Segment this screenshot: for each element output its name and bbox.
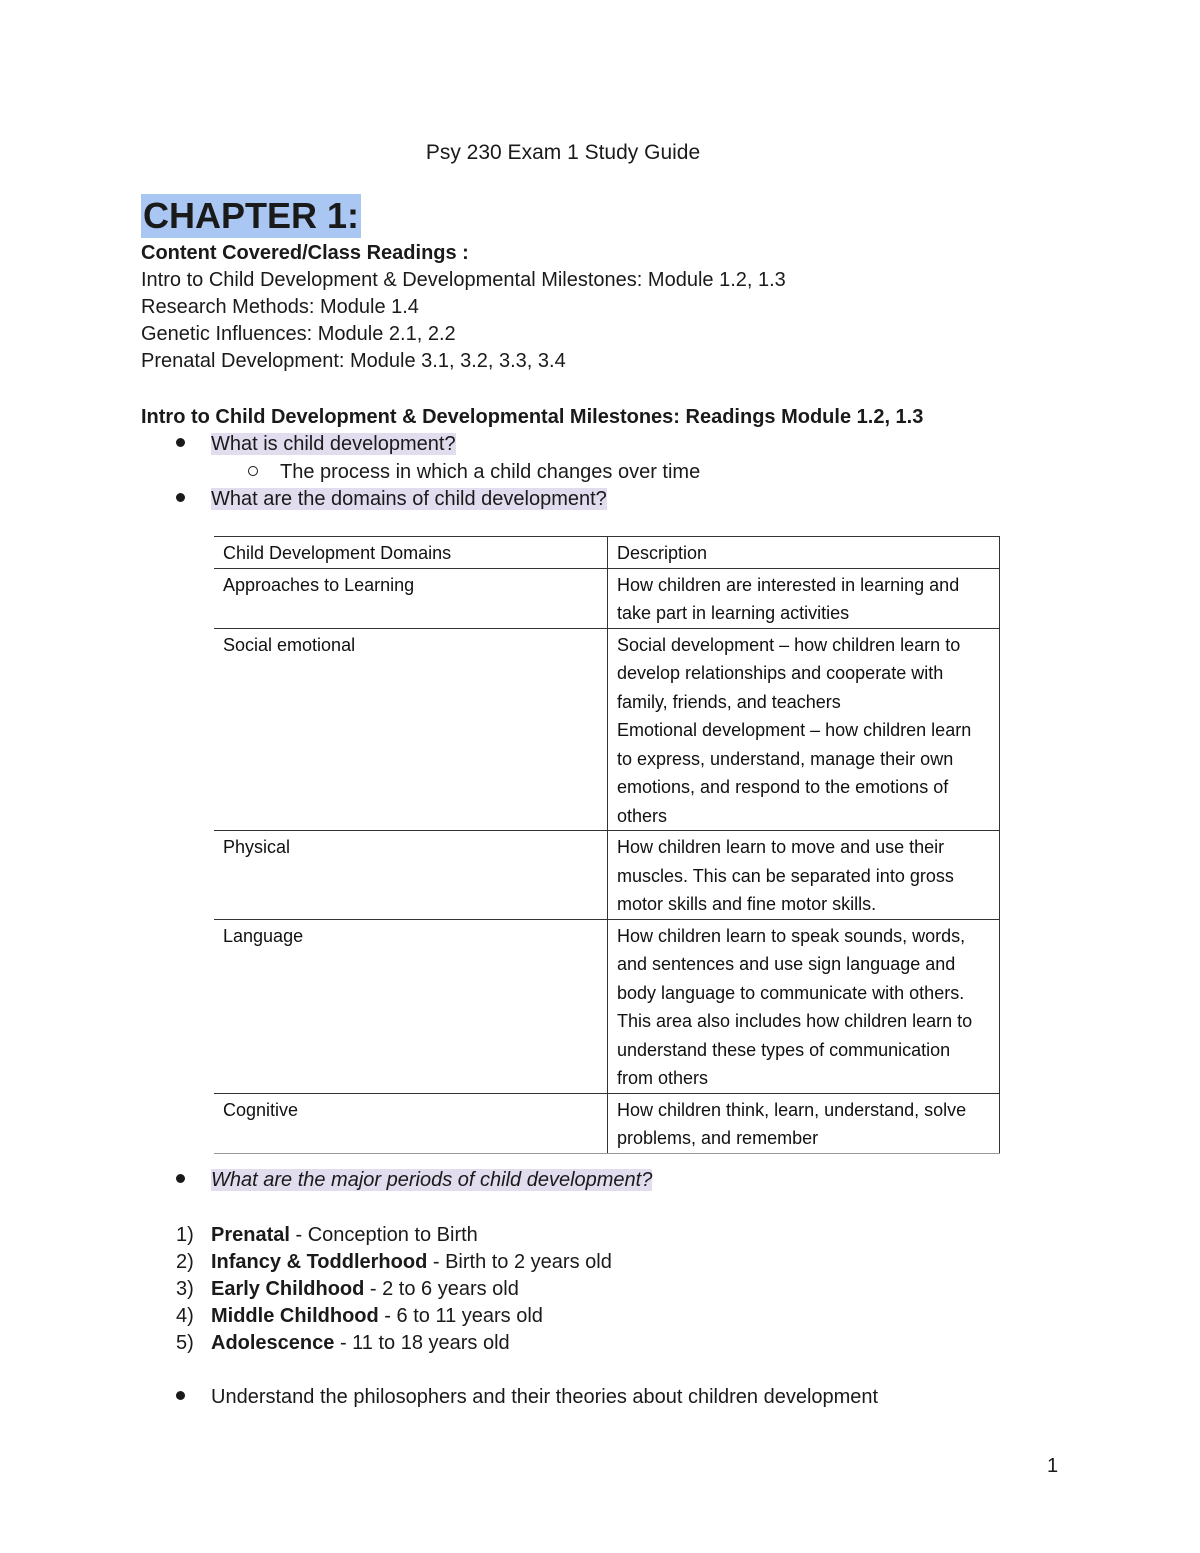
domain-cell: Language (214, 919, 608, 1093)
list-item: 4) Middle Childhood - 6 to 11 years old (176, 1305, 543, 1327)
description-cell: How children learn to speak sounds, words, and sentences and use sign language and body language to communicate with others. This area also includes how children learn to understand these types of communication from others (608, 919, 1000, 1093)
domain-cell: Approaches to Learning (214, 568, 608, 628)
list-item: 2) Infancy & Toddlerhood - Birth to 2 years old (176, 1251, 612, 1273)
question-text: What are the major periods of child development? (211, 1169, 653, 1191)
table-row (214, 831, 1000, 920)
table-row (214, 568, 1000, 628)
description-cell: How children think, learn, understand, solve problems, and remember (608, 1093, 1000, 1153)
chapter-heading: CHAPTER 1: (143, 195, 360, 236)
domain-cell: Social emotional (214, 628, 608, 831)
sub-bullet-answer (248, 459, 700, 486)
table-header-row (214, 537, 1000, 569)
content-covered (141, 240, 1101, 375)
question-text: What is child development? (211, 433, 456, 455)
bullet-question (176, 1167, 652, 1194)
bullet-question (176, 486, 607, 513)
list-item: 1) Prenatal - Conception to Birth (176, 1224, 478, 1246)
table-header: Description (608, 537, 1000, 569)
description-cell: How children learn to move and use their muscles. This can be separated into gross motor skills and fine motor skills. (608, 831, 1000, 920)
table-row (214, 919, 1000, 1093)
domain-cell: Physical (214, 831, 608, 920)
description-text: Emotional development – how children learn to express, understand, manage their own emotions, and respond to the emotions of others (617, 720, 972, 826)
bullet-icon (176, 438, 185, 447)
answer-text: The process in which a child changes over time (280, 461, 701, 483)
bullet-icon (176, 1174, 185, 1183)
document-title: Psy 230 Exam 1 Study Guide (425, 141, 701, 164)
content-item: Intro to Child Development & Developmental Milestones: Module 1.2, 1.3 (141, 269, 786, 291)
bullet-text: Understand the philosophers and their theories about children development (211, 1386, 879, 1408)
content-item: Prenatal Development: Module 3.1, 3.2, 3.3, 3.4 (141, 350, 566, 372)
bullet-item (176, 1384, 878, 1411)
domains-table (214, 536, 1000, 1154)
description-text: Social development – how children learn to develop relationships and cooperate with family, friends, and teachers (617, 634, 961, 712)
bullet-icon (176, 1391, 185, 1400)
content-heading: Content Covered/Class Readings : (141, 242, 469, 264)
hollow-bullet-icon (248, 466, 258, 476)
section-heading: Intro to Child Development & Developmental Milestones: Readings Module 1.2, 1.3 (141, 406, 924, 428)
table-row (214, 1093, 1000, 1153)
description-cell: How children are interested in learning and take part in learning activities (608, 568, 1000, 628)
page-number: 1 (1047, 1455, 1059, 1477)
bullet-icon (176, 493, 185, 502)
description-cell (608, 628, 1000, 831)
content-item: Genetic Influences: Module 2.1, 2.2 (141, 323, 456, 345)
list-item: 3) Early Childhood - 2 to 6 years old (176, 1278, 519, 1300)
bullet-question (176, 431, 456, 458)
content-item: Research Methods: Module 1.4 (141, 296, 419, 318)
table-row (214, 628, 1000, 831)
periods-list (176, 1222, 612, 1357)
question-text: What are the domains of child development? (211, 488, 607, 510)
table-header: Child Development Domains (214, 537, 608, 569)
domain-cell: Cognitive (214, 1093, 608, 1153)
list-item: 5) Adolescence - 11 to 18 years old (176, 1332, 510, 1354)
